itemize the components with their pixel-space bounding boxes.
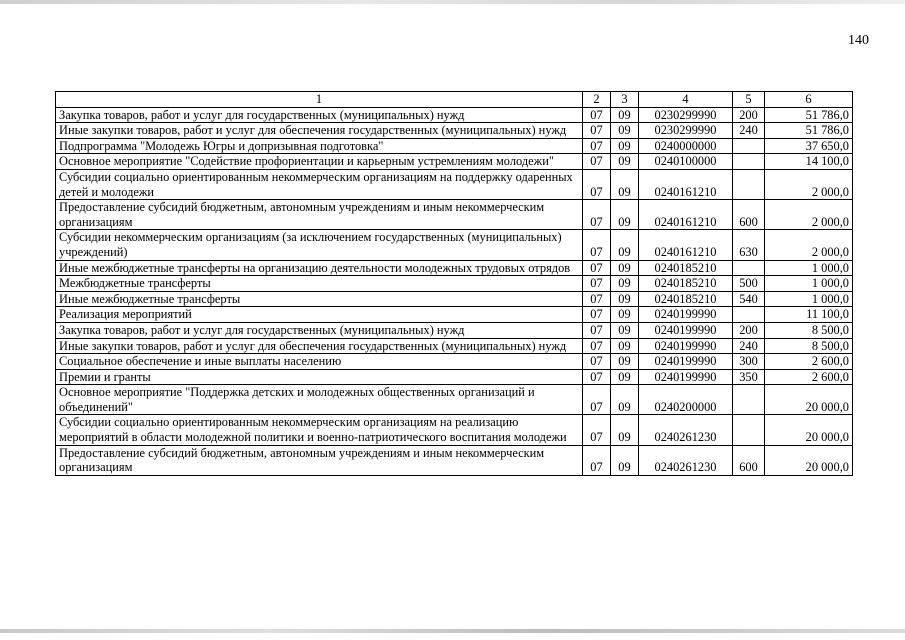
row-subsection-cell: 09 xyxy=(611,154,639,170)
row-target-article-cell: 0240261230 xyxy=(639,445,733,475)
row-section-cell: 07 xyxy=(583,169,611,199)
row-amount-cell: 51 786,0 xyxy=(765,107,853,123)
row-name-cell: Иные межбюджетные трансферты на организацию деятельности молодежных трудовых отрядов xyxy=(56,260,583,276)
row-expense-type-cell: 200 xyxy=(733,322,765,338)
row-amount-cell: 2 600,0 xyxy=(765,354,853,370)
row-section-cell: 07 xyxy=(583,354,611,370)
page-number: 140 xyxy=(848,33,869,48)
row-amount-cell: 1 000,0 xyxy=(765,276,853,292)
table-row xyxy=(56,307,853,323)
row-name-cell: Иные закупки товаров, работ и услуг для обеспечения государственных (муниципальных) нужд xyxy=(56,338,583,354)
row-target-article-cell: 0240199990 xyxy=(639,338,733,354)
row-subsection-cell: 09 xyxy=(611,107,639,123)
row-target-article-cell: 0240100000 xyxy=(639,154,733,170)
row-target-article-cell: 0240161210 xyxy=(639,200,733,230)
row-expense-type-cell xyxy=(733,169,765,199)
row-amount-cell: 51 786,0 xyxy=(765,123,853,139)
row-section-cell: 07 xyxy=(583,154,611,170)
row-target-article-cell: 0240000000 xyxy=(639,138,733,154)
table-row xyxy=(56,138,853,154)
row-section-cell: 07 xyxy=(583,445,611,475)
row-amount-cell: 8 500,0 xyxy=(765,322,853,338)
row-name-cell: Основное мероприятие "Поддержка детских и молодежных общественных организаций и объединений" xyxy=(56,385,583,415)
row-subsection-cell: 09 xyxy=(611,322,639,338)
row-expense-type-cell xyxy=(733,307,765,323)
table-row xyxy=(56,230,853,260)
row-amount-cell: 2 600,0 xyxy=(765,369,853,385)
row-name-cell: Субсидии некоммерческим организациям (за исключением государственных (муниципальных) учреждений) xyxy=(56,230,583,260)
table-row xyxy=(56,415,853,445)
row-expense-type-cell: 200 xyxy=(733,107,765,123)
row-expense-type-cell: 240 xyxy=(733,123,765,139)
row-expense-type-cell: 630 xyxy=(733,230,765,260)
row-section-cell: 07 xyxy=(583,291,611,307)
table-row xyxy=(56,123,853,139)
column-header-6: 6 xyxy=(765,92,853,108)
table-row xyxy=(56,154,853,170)
row-subsection-cell: 09 xyxy=(611,354,639,370)
row-name-cell: Межбюджетные трансферты xyxy=(56,276,583,292)
row-amount-cell: 2 000,0 xyxy=(765,200,853,230)
row-subsection-cell: 09 xyxy=(611,200,639,230)
row-section-cell: 07 xyxy=(583,200,611,230)
row-section-cell: 07 xyxy=(583,307,611,323)
table-row xyxy=(56,322,853,338)
row-target-article-cell: 0240161210 xyxy=(639,230,733,260)
row-expense-type-cell: 300 xyxy=(733,354,765,370)
row-section-cell: 07 xyxy=(583,322,611,338)
row-name-cell: Реализация мероприятий xyxy=(56,307,583,323)
row-amount-cell: 8 500,0 xyxy=(765,338,853,354)
row-expense-type-cell xyxy=(733,138,765,154)
row-amount-cell: 1 000,0 xyxy=(765,291,853,307)
row-section-cell: 07 xyxy=(583,123,611,139)
row-section-cell: 07 xyxy=(583,415,611,445)
row-amount-cell: 1 000,0 xyxy=(765,260,853,276)
row-target-article-cell: 0240199990 xyxy=(639,369,733,385)
row-expense-type-cell xyxy=(733,260,765,276)
row-name-cell: Закупка товаров, работ и услуг для государственных (муниципальных) нужд xyxy=(56,322,583,338)
table-row xyxy=(56,169,853,199)
table-row xyxy=(56,107,853,123)
row-target-article-cell: 0230299990 xyxy=(639,107,733,123)
row-amount-cell: 20 000,0 xyxy=(765,385,853,415)
budget-table xyxy=(55,91,853,476)
row-subsection-cell: 09 xyxy=(611,369,639,385)
row-expense-type-cell: 540 xyxy=(733,291,765,307)
row-section-cell: 07 xyxy=(583,276,611,292)
row-subsection-cell: 09 xyxy=(611,276,639,292)
table-row xyxy=(56,338,853,354)
row-subsection-cell: 09 xyxy=(611,291,639,307)
row-subsection-cell: 09 xyxy=(611,445,639,475)
row-section-cell: 07 xyxy=(583,369,611,385)
row-target-article-cell: 0240161210 xyxy=(639,169,733,199)
row-amount-cell: 37 650,0 xyxy=(765,138,853,154)
row-subsection-cell: 09 xyxy=(611,338,639,354)
row-name-cell: Субсидии социально ориентированным некоммерческим организациям на реализацию мероприятий в области молодежной политики и военно-патриотического воспитания молодежи xyxy=(56,415,583,445)
table-row xyxy=(56,369,853,385)
row-expense-type-cell: 350 xyxy=(733,369,765,385)
row-name-cell: Премии и гранты xyxy=(56,369,583,385)
row-target-article-cell: 0240199990 xyxy=(639,354,733,370)
row-section-cell: 07 xyxy=(583,260,611,276)
row-section-cell: 07 xyxy=(583,138,611,154)
row-expense-type-cell: 500 xyxy=(733,276,765,292)
table-row xyxy=(56,354,853,370)
column-header-2: 2 xyxy=(583,92,611,108)
row-expense-type-cell: 600 xyxy=(733,200,765,230)
row-subsection-cell: 09 xyxy=(611,138,639,154)
row-target-article-cell: 0240199990 xyxy=(639,307,733,323)
scan-edge-top xyxy=(0,0,905,4)
row-name-cell: Закупка товаров, работ и услуг для государственных (муниципальных) нужд xyxy=(56,107,583,123)
row-name-cell: Субсидии социально ориентированным некоммерческим организациям на поддержку одаренных детей и молодежи xyxy=(56,169,583,199)
row-target-article-cell: 0240261230 xyxy=(639,415,733,445)
column-header-4: 4 xyxy=(639,92,733,108)
row-name-cell: Основное мероприятие "Содействие профориентации и карьерным устремлениям молодежи" xyxy=(56,154,583,170)
row-subsection-cell: 09 xyxy=(611,260,639,276)
column-header-1: 1 xyxy=(56,92,583,108)
column-header-3: 3 xyxy=(611,92,639,108)
table-row xyxy=(56,276,853,292)
row-name-cell: Предоставление субсидий бюджетным, автономным учреждениям и иным некоммерческим организациям xyxy=(56,200,583,230)
scan-edge-bottom xyxy=(0,629,905,633)
table-row xyxy=(56,260,853,276)
row-subsection-cell: 09 xyxy=(611,230,639,260)
row-name-cell: Подпрограмма "Молодежь Югры и допризывная подготовка" xyxy=(56,138,583,154)
row-subsection-cell: 09 xyxy=(611,169,639,199)
row-target-article-cell: 0240199990 xyxy=(639,322,733,338)
row-target-article-cell: 0230299990 xyxy=(639,123,733,139)
column-header-5: 5 xyxy=(733,92,765,108)
row-section-cell: 07 xyxy=(583,230,611,260)
row-amount-cell: 20 000,0 xyxy=(765,445,853,475)
row-subsection-cell: 09 xyxy=(611,385,639,415)
budget-table-body xyxy=(56,92,853,476)
row-expense-type-cell: 600 xyxy=(733,445,765,475)
row-section-cell: 07 xyxy=(583,338,611,354)
row-name-cell: Иные межбюджетные трансферты xyxy=(56,291,583,307)
row-target-article-cell: 0240185210 xyxy=(639,291,733,307)
table-row xyxy=(56,385,853,415)
row-target-article-cell: 0240200000 xyxy=(639,385,733,415)
row-section-cell: 07 xyxy=(583,385,611,415)
table-row xyxy=(56,200,853,230)
row-amount-cell: 2 000,0 xyxy=(765,230,853,260)
row-subsection-cell: 09 xyxy=(611,123,639,139)
row-name-cell: Социальное обеспечение и иные выплаты населению xyxy=(56,354,583,370)
row-amount-cell: 14 100,0 xyxy=(765,154,853,170)
row-expense-type-cell xyxy=(733,415,765,445)
table-row xyxy=(56,445,853,475)
table-row xyxy=(56,291,853,307)
column-number-row xyxy=(56,92,853,108)
row-amount-cell: 11 100,0 xyxy=(765,307,853,323)
row-amount-cell: 20 000,0 xyxy=(765,415,853,445)
row-expense-type-cell xyxy=(733,385,765,415)
row-expense-type-cell xyxy=(733,154,765,170)
row-target-article-cell: 0240185210 xyxy=(639,260,733,276)
row-name-cell: Предоставление субсидий бюджетным, автономным учреждениям и иным некоммерческим организациям xyxy=(56,445,583,475)
row-target-article-cell: 0240185210 xyxy=(639,276,733,292)
row-expense-type-cell: 240 xyxy=(733,338,765,354)
row-subsection-cell: 09 xyxy=(611,307,639,323)
row-subsection-cell: 09 xyxy=(611,415,639,445)
row-name-cell: Иные закупки товаров, работ и услуг для обеспечения государственных (муниципальных) нужд xyxy=(56,123,583,139)
row-amount-cell: 2 000,0 xyxy=(765,169,853,199)
row-section-cell: 07 xyxy=(583,107,611,123)
